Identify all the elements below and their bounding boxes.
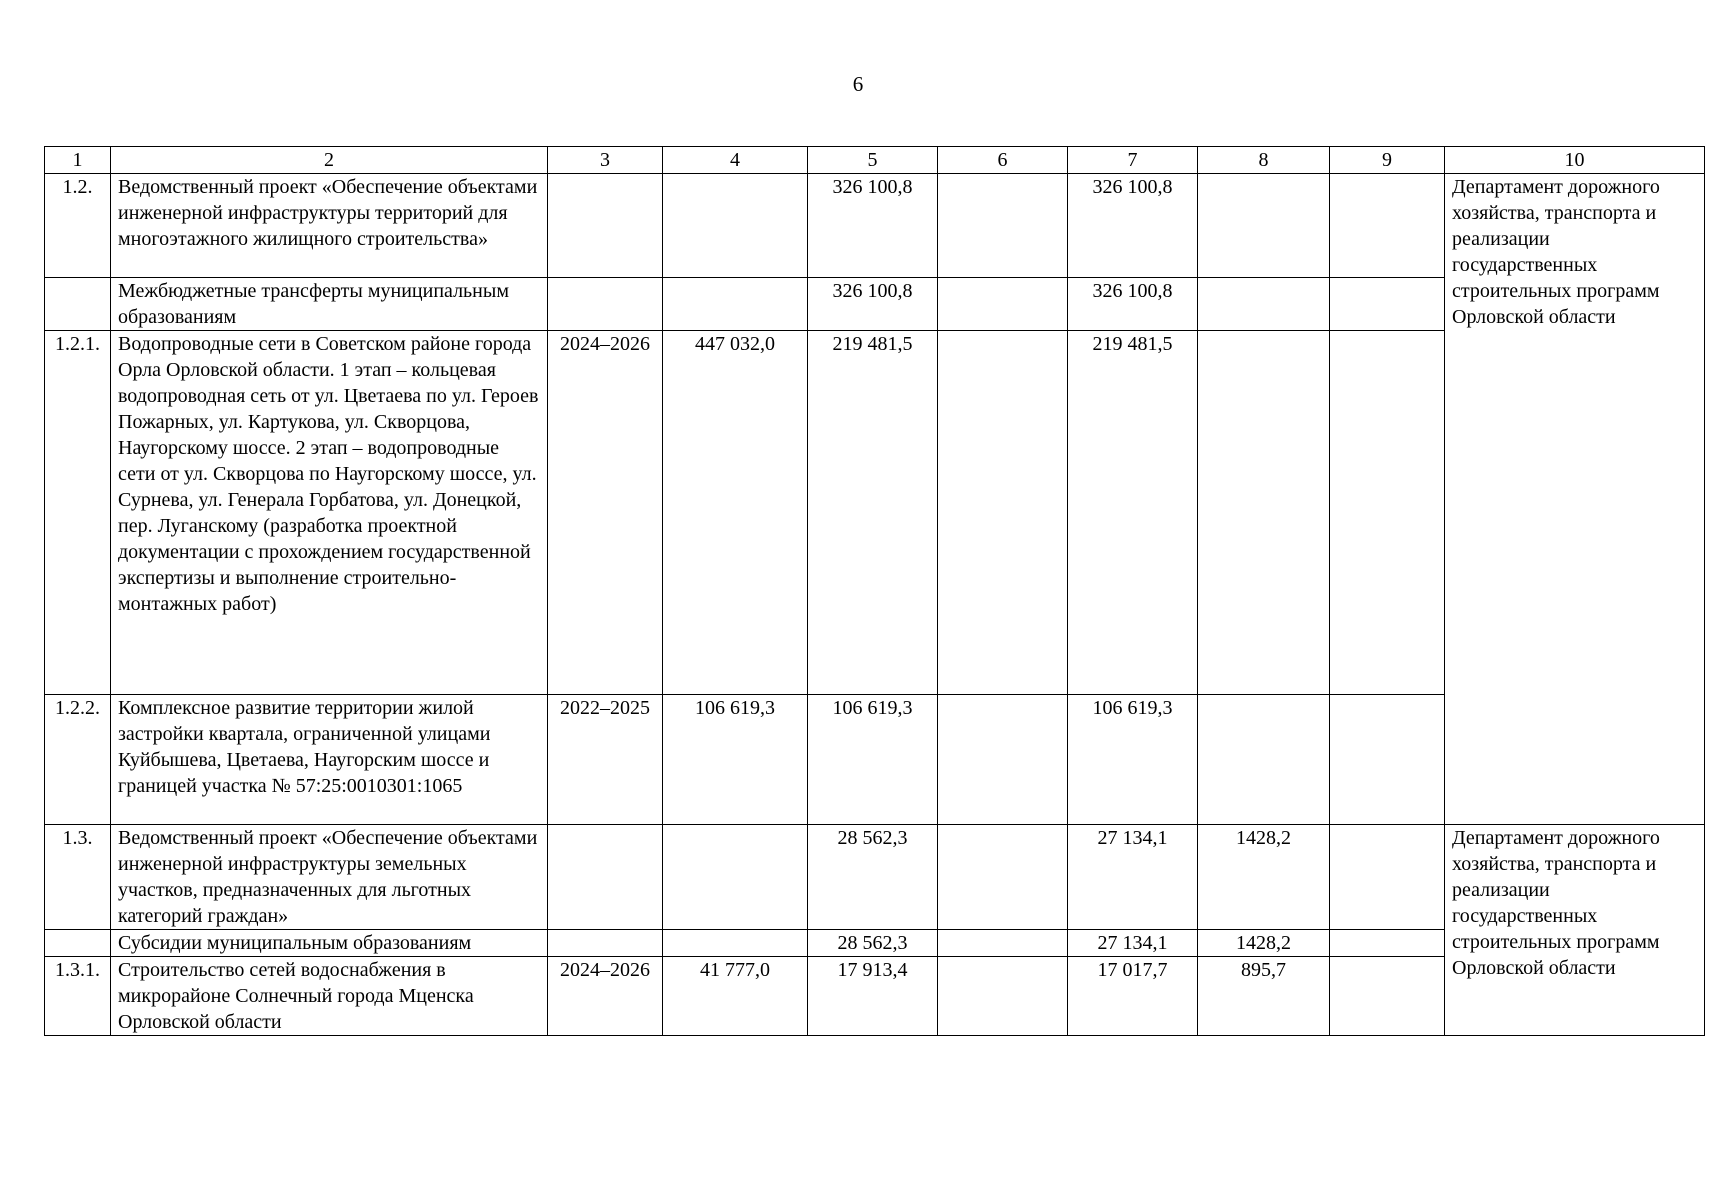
cost-cell <box>663 825 808 930</box>
value-cell: 895,7 <box>1198 957 1330 1036</box>
value-cell <box>938 278 1068 331</box>
value-cell: 106 619,3 <box>808 695 938 825</box>
cost-cell <box>663 174 808 278</box>
row-number: 1.2.1. <box>45 331 111 695</box>
header-cell: 3 <box>548 147 663 174</box>
value-cell: 326 100,8 <box>808 174 938 278</box>
header-cell: 6 <box>938 147 1068 174</box>
row-number: 1.3.1. <box>45 957 111 1036</box>
period-cell <box>548 278 663 331</box>
item-name: Ведомственный проект «Обеспечение объектами инженерной инфраструктуры земельных участков, предназначенных для льготных категорий граждан» <box>111 825 548 930</box>
value-cell: 28 562,3 <box>808 930 938 957</box>
value-cell: 106 619,3 <box>1068 695 1198 825</box>
value-cell <box>1330 278 1445 331</box>
item-name: Межбюджетные трансферты муниципальным образованиям <box>111 278 548 331</box>
table-row <box>45 174 1705 278</box>
item-name: Ведомственный проект «Обеспечение объектами инженерной инфраструктуры территорий для многоэтажного жилищного строительства» <box>111 174 548 278</box>
row-number: 1.2.2. <box>45 695 111 825</box>
value-cell: 326 100,8 <box>1068 278 1198 331</box>
value-cell: 17 017,7 <box>1068 957 1198 1036</box>
value-cell: 17 913,4 <box>808 957 938 1036</box>
header-cell: 7 <box>1068 147 1198 174</box>
value-cell <box>1330 174 1445 278</box>
value-cell: 28 562,3 <box>808 825 938 930</box>
header-cell: 10 <box>1445 147 1705 174</box>
period-cell <box>548 930 663 957</box>
value-cell <box>938 825 1068 930</box>
cost-cell: 106 619,3 <box>663 695 808 825</box>
header-cell: 2 <box>111 147 548 174</box>
responsible-department: Департамент дорожного хозяйства, транспорта и реализации государственных строительных программ Орловской области <box>1445 174 1705 825</box>
value-cell <box>938 957 1068 1036</box>
value-cell: 219 481,5 <box>808 331 938 695</box>
item-name: Строительство сетей водоснабжения в микрорайоне Солнечный города Мценска Орловской области <box>111 957 548 1036</box>
cost-cell: 447 032,0 <box>663 331 808 695</box>
value-cell <box>938 174 1068 278</box>
value-cell <box>1198 174 1330 278</box>
value-cell: 27 134,1 <box>1068 825 1198 930</box>
item-name: Субсидии муниципальным образованиям <box>111 930 548 957</box>
value-cell <box>938 331 1068 695</box>
page-number: 6 <box>852 72 864 96</box>
value-cell <box>1330 957 1445 1036</box>
table-header-row <box>45 147 1705 174</box>
table-row <box>45 825 1705 930</box>
cost-cell: 41 777,0 <box>663 957 808 1036</box>
value-cell <box>938 695 1068 825</box>
header-cell: 1 <box>45 147 111 174</box>
period-cell <box>548 825 663 930</box>
period-cell: 2022–2025 <box>548 695 663 825</box>
value-cell: 326 100,8 <box>808 278 938 331</box>
value-cell: 1428,2 <box>1198 930 1330 957</box>
header-cell: 5 <box>808 147 938 174</box>
row-number: 1.3. <box>45 825 111 930</box>
item-name: Комплексное развитие территории жилой застройки квартала, ограниченной улицами Куйбышева, Цветаева, Наугорским шоссе и границей участка № 57:25:0010301:1065 <box>111 695 548 825</box>
value-cell <box>938 930 1068 957</box>
header-cell: 9 <box>1330 147 1445 174</box>
period-cell: 2024–2026 <box>548 957 663 1036</box>
row-number <box>45 930 111 957</box>
value-cell: 326 100,8 <box>1068 174 1198 278</box>
row-number: 1.2. <box>45 174 111 278</box>
value-cell: 27 134,1 <box>1068 930 1198 957</box>
cost-cell <box>663 930 808 957</box>
program-table <box>44 146 1705 1036</box>
value-cell <box>1198 278 1330 331</box>
period-cell <box>548 174 663 278</box>
value-cell: 1428,2 <box>1198 825 1330 930</box>
value-cell <box>1330 930 1445 957</box>
header-cell: 8 <box>1198 147 1330 174</box>
cost-cell <box>663 278 808 331</box>
value-cell <box>1330 695 1445 825</box>
value-cell <box>1330 825 1445 930</box>
value-cell <box>1330 331 1445 695</box>
value-cell <box>1198 695 1330 825</box>
item-name: Водопроводные сети в Советском районе города Орла Орловской области. 1 этап – кольцевая водопроводная сеть от ул. Цветаева по ул. Героев Пожарных, ул. Картукова, ул. Скворцова, Наугорскому шоссе. 2 этап – водопроводные сети от ул. Скворцова по Наугорскому шоссе, ул. Сурнева, ул. Генерала Горбатова, ул. Донецкой, пер. Луганскому (разработка проектной документации с прохождением государственной экспертизы и выполнение строительно-монтажных работ) <box>111 331 548 695</box>
value-cell: 219 481,5 <box>1068 331 1198 695</box>
row-number <box>45 278 111 331</box>
header-cell: 4 <box>663 147 808 174</box>
value-cell <box>1198 331 1330 695</box>
period-cell: 2024–2026 <box>548 331 663 695</box>
responsible-department: Департамент дорожного хозяйства, транспорта и реализации государственных строительных программ Орловской области <box>1445 825 1705 1036</box>
